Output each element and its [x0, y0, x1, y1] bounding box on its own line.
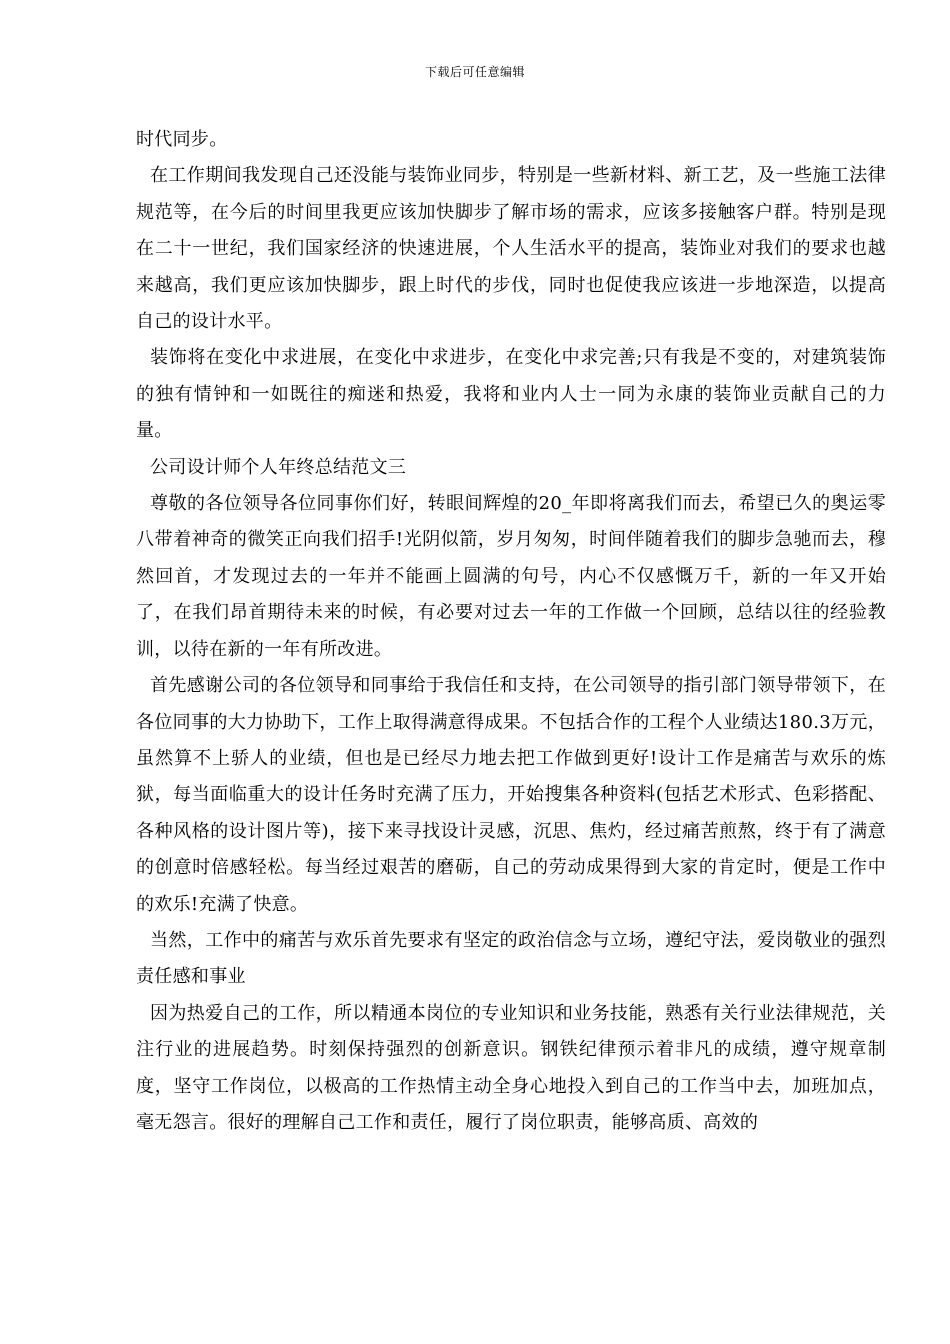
paragraph: 首先感谢公司的各位领导和同事给于我信任和支持，在公司领导的指引部门领导带领下，在各位同事的大力协助下，工作上取得满意得成果。不包括合作的工程个人业绩达180.3万元，虽然算不上骄人的业绩，但也是已经尽力地去把工作做到更好!设计工作是痛苦与欢乐的炼狱，每当面临重大的设计任务时充满了压力，开始搜集各种资料(包括艺术形式、色彩搭配、各种风格的设计图片等)，接下来寻找设计灵感，沉思、焦灼，经过痛苦煎熬，终于有了满意的创意时倍感轻松。每当经过艰苦的磨砺，自己的劳动成果得到大家的肯定时，便是工作中的欢乐!充满了快意。	[136, 675, 886, 915]
paragraph: 时代同步。	[136, 129, 228, 150]
paragraph: 当然，工作中的痛苦与欢乐首先要求有坚定的政治信念与立场，遵纪守法，爱岗敬业的强烈责任感和事业	[136, 929, 886, 988]
paragraph: 尊敬的各位领导各位同事你们好，转眼间辉煌的20_年即将离我们而去，希望已久的奥运零八带着神奇的微笑正向我们招手!光阴似箭，岁月匆匆，时间伴随着我们的脚步急驰而去，穆然回首，才发现过去的一年并不能画上圆满的句号，内心不仅感慨万千，新的一年又开始了，在我们昂首期待未来的时候，有必要对过去一年的工作做一个回顾，总结以往的经验教训，以待在新的一年有所改进。	[136, 493, 886, 660]
document-body	[136, 122, 886, 1141]
page-header: 下载后可任意编辑	[424, 65, 525, 79]
paragraph: 在工作期间我发现自己还没能与装饰业同步，特别是一些新材料、新工艺，及一些施工法律规范等，在今后的时间里我更应该加快脚步了解市场的需求，应该多接触客户群。特别是现在二十一世纪，我们国家经济的快速进展，个人生活水平的提高，装饰业对我们的要求也越来越高，我们更应该加快脚步，跟上时代的步伐，同时也促使我应该进一步地深造，以提高自己的设计水平。	[136, 165, 886, 333]
paragraph: 因为热爱自己的工作，所以精通本岗位的专业知识和业务技能，熟悉有关行业法律规范，关注行业的进展趋势。时刻保持强烈的创新意识。钢铁纪律预示着非凡的成绩，遵守规章制度，坚守工作岗位，以极高的工作热情主动全身心地投入到自己的工作当中去，加班加点，毫无怨言。很好的理解自己工作和责任，履行了岗位职责，能够高质、高效的	[136, 1002, 886, 1133]
section-heading: 公司设计师个人年终总结范文三	[150, 456, 407, 478]
paragraph: 装饰将在变化中求进展，在变化中求进步，在变化中求完善;只有我是不变的，对建筑装饰的独有情钟和一如既往的痴迷和热爱，我将和业内人士一同为永康的装饰业贡献自己的力量。	[136, 347, 886, 442]
